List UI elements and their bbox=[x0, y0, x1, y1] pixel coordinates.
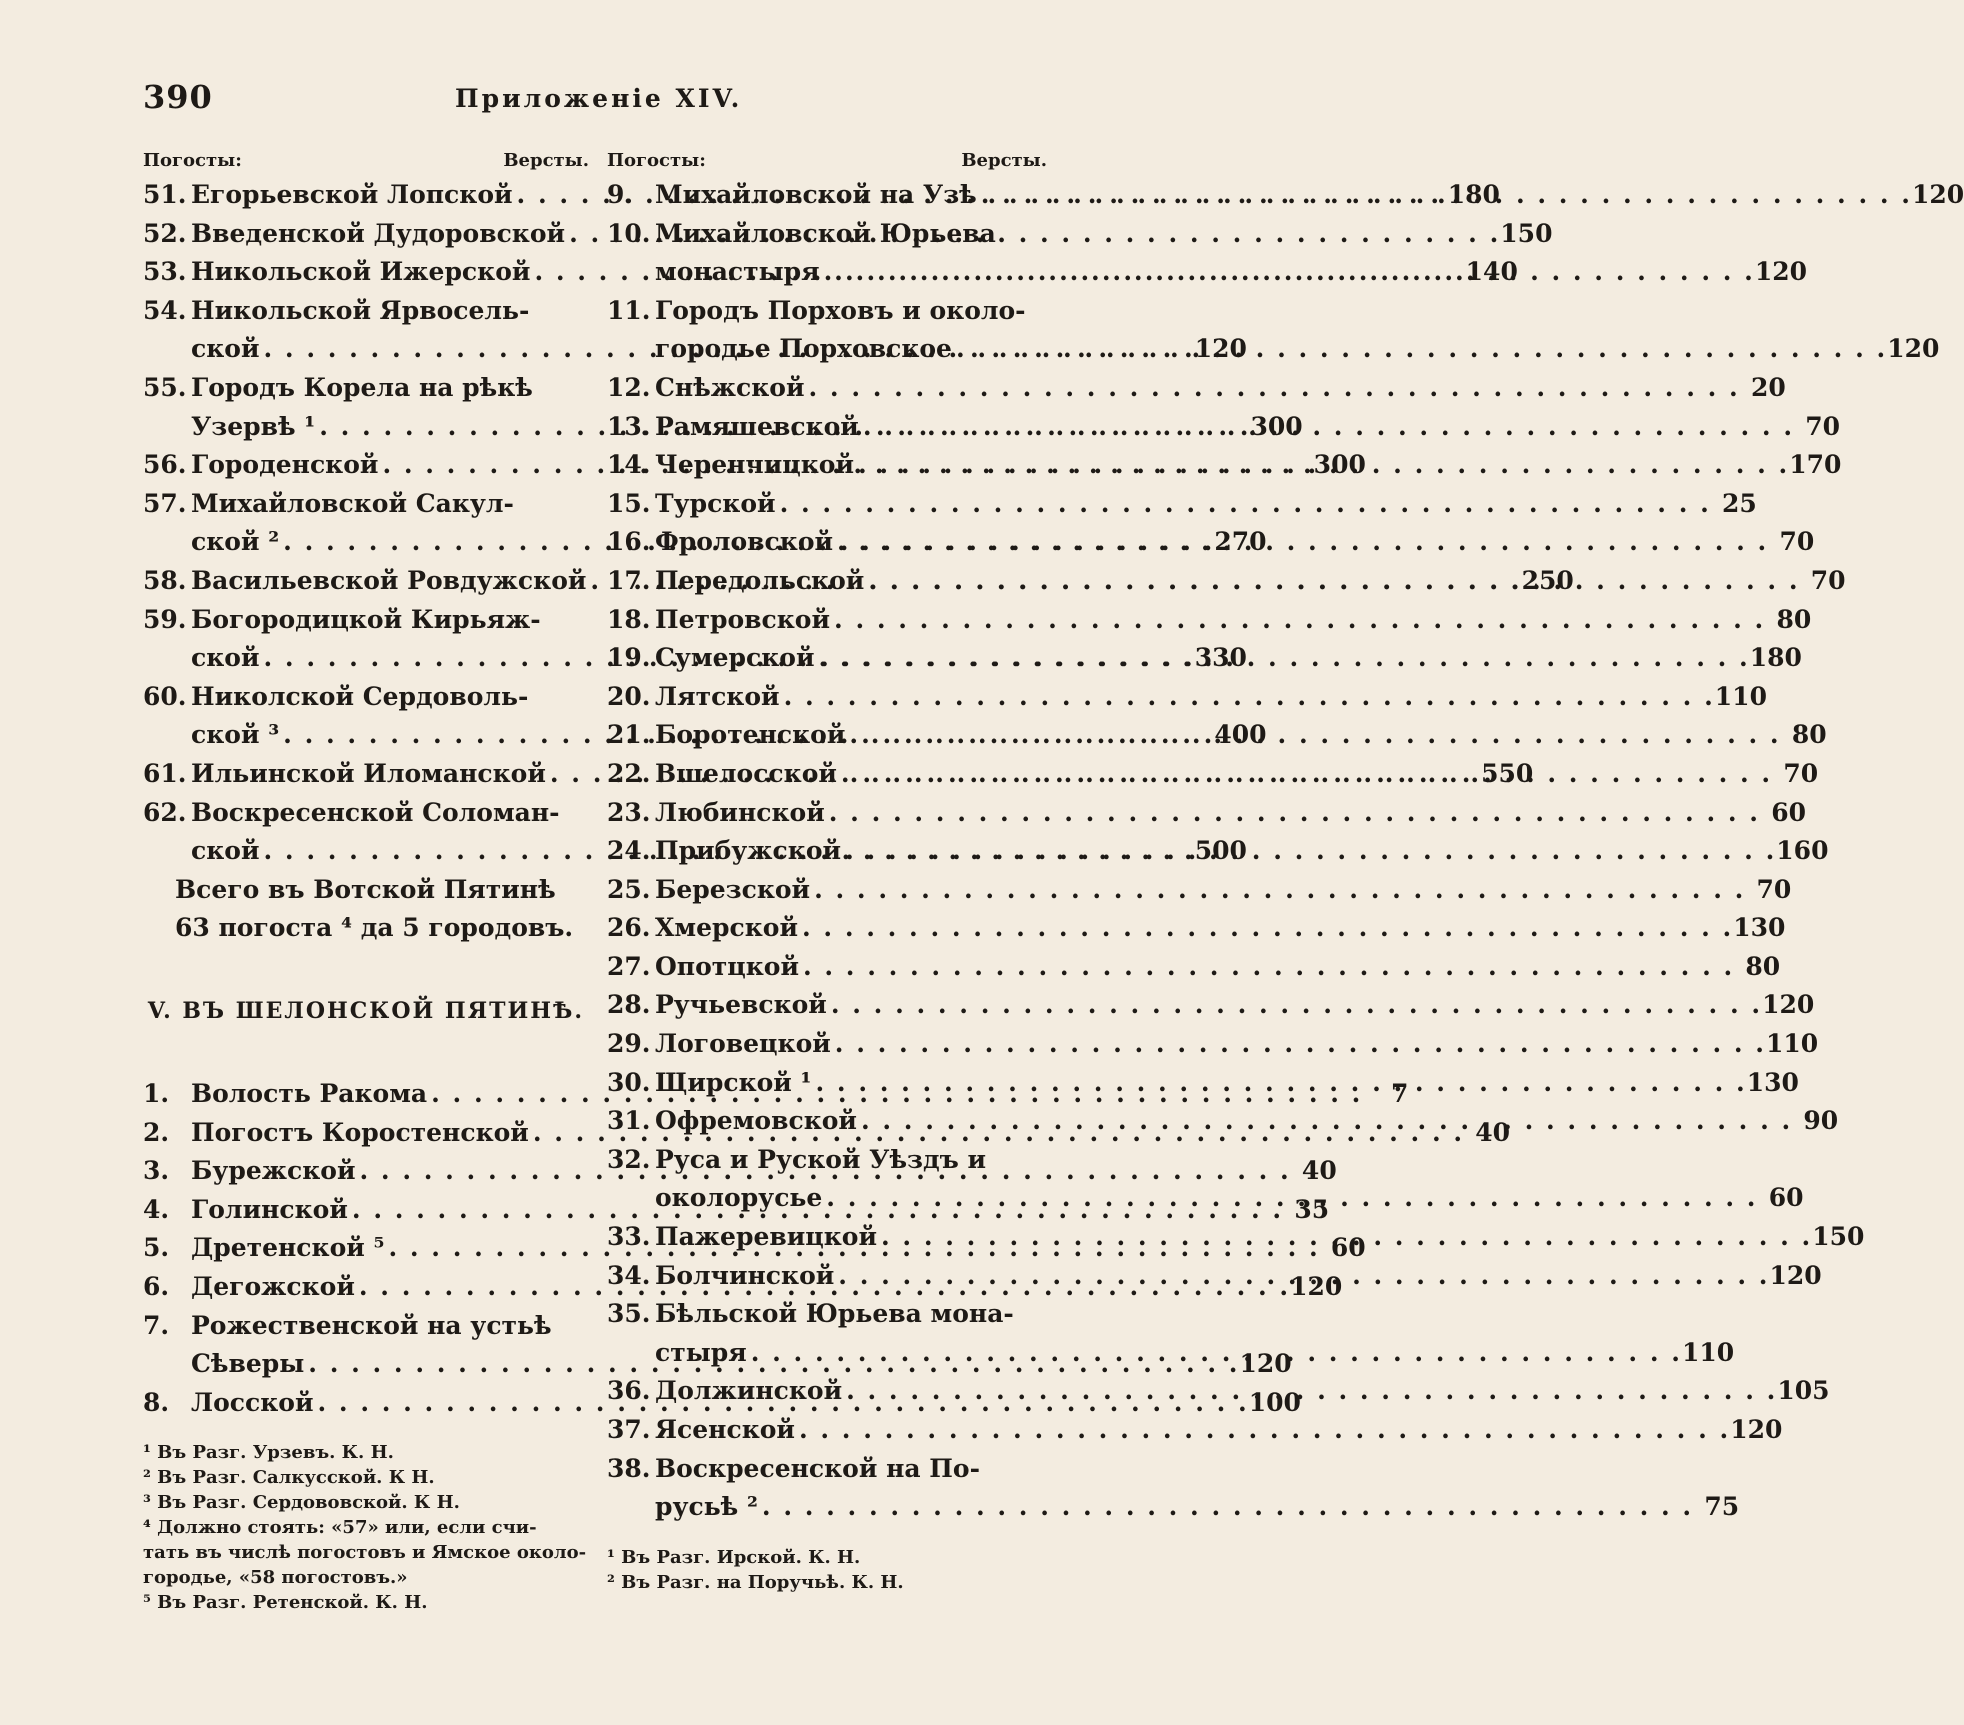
entry-line bbox=[655, 408, 1840, 447]
entry-line bbox=[191, 369, 589, 408]
entry-name: ской ² bbox=[191, 527, 280, 557]
entry-name: Дретенской ⁵ bbox=[191, 1233, 385, 1263]
list-item bbox=[607, 330, 1940, 369]
entry-line bbox=[191, 1307, 589, 1346]
entry-versty: 120 bbox=[1887, 334, 1940, 364]
entry-name: Бурежской bbox=[191, 1156, 356, 1186]
list-item bbox=[607, 485, 1757, 524]
dot-leader bbox=[834, 1257, 1769, 1296]
entry-name: Городенской bbox=[191, 450, 379, 480]
entry-number: 56. bbox=[143, 450, 187, 480]
list-item bbox=[607, 1064, 1799, 1103]
dot-leader bbox=[842, 1372, 1777, 1411]
entry-versty: 40 bbox=[1301, 1156, 1337, 1186]
entry-versty: 80 bbox=[1791, 720, 1827, 750]
list-item bbox=[607, 948, 1781, 987]
list-item bbox=[607, 601, 1812, 640]
entry-name: русьѣ ² bbox=[655, 1492, 758, 1522]
entry-versty: 120 bbox=[1769, 1260, 1822, 1290]
entry-line bbox=[655, 986, 1814, 1025]
entry-name: Хмерской bbox=[655, 913, 798, 943]
entry-name: Петровской bbox=[655, 604, 831, 634]
entry-line bbox=[655, 523, 1814, 562]
entry-name: Бѣльской Юрьева мона- bbox=[655, 1299, 1014, 1329]
entry-versty: 170 bbox=[1789, 450, 1842, 480]
entry-number: 27. bbox=[607, 951, 651, 981]
entry-versty: 120 bbox=[1730, 1415, 1783, 1444]
entry-name: Боротенской bbox=[655, 720, 846, 750]
entry-number: 35. bbox=[607, 1299, 651, 1329]
entry-line bbox=[655, 832, 1828, 871]
entry-versty: 270 bbox=[1214, 527, 1267, 557]
entry-versty: 75 bbox=[1704, 1492, 1740, 1522]
entry-number: 58. bbox=[143, 565, 187, 595]
entry-versty: 60 bbox=[1771, 797, 1806, 827]
entry-number: 20. bbox=[607, 681, 651, 711]
entry-number: 16. bbox=[607, 527, 651, 557]
entry-versty: 60 bbox=[1330, 1233, 1366, 1263]
entry-name: ской bbox=[191, 836, 260, 866]
entry-number: 53. bbox=[143, 257, 187, 287]
entry-versty: 150 bbox=[1812, 1222, 1865, 1252]
entry-number: 3. bbox=[143, 1156, 170, 1186]
entry-name: Черенчицкой bbox=[655, 450, 854, 480]
entry-versty: 120 bbox=[1239, 1349, 1292, 1379]
entry-line bbox=[655, 1218, 1864, 1257]
footnote: ¹ Въ Разг. Урзевъ. К. Н. bbox=[143, 1442, 394, 1464]
entry-line bbox=[655, 292, 1047, 331]
entry-name: Ясенской bbox=[655, 1415, 795, 1444]
list-item bbox=[607, 1295, 1047, 1334]
entry-name: Егорьевской Лопской bbox=[191, 180, 513, 209]
entry-name: околорусье bbox=[655, 1183, 823, 1213]
entry-versty: 130 bbox=[1746, 1067, 1799, 1097]
entry-name: стыря bbox=[655, 1337, 747, 1367]
entry-name: Щирской ¹ bbox=[655, 1067, 812, 1097]
entry-versty: 110 bbox=[1681, 1337, 1735, 1367]
list-item bbox=[607, 1488, 1740, 1527]
entry-name: Воскресенской на По- bbox=[655, 1453, 980, 1483]
entry-line bbox=[655, 446, 1841, 485]
entry-number: 22. bbox=[607, 758, 651, 788]
dot-leader bbox=[776, 485, 1711, 524]
dot-leader bbox=[805, 369, 1740, 408]
blank-line bbox=[143, 948, 589, 987]
entry-name: Лосской bbox=[191, 1387, 314, 1417]
footnote: ⁵ Въ Разг. Ретенской. К. Н. bbox=[143, 1592, 428, 1614]
entry-number: 62. bbox=[143, 797, 187, 827]
entry-line bbox=[191, 292, 589, 331]
entry-line bbox=[191, 794, 589, 833]
entry-name: Фроловской bbox=[655, 527, 834, 557]
entry-line bbox=[655, 253, 1807, 292]
entry-name: Васильевской Ровдужской bbox=[191, 565, 587, 595]
entry-name: Сумерской bbox=[655, 643, 815, 673]
list-item bbox=[607, 1450, 1047, 1489]
entry-number: 4. bbox=[143, 1194, 170, 1224]
list-item bbox=[607, 986, 1815, 1025]
dot-leader bbox=[827, 986, 1762, 1025]
entry-versty: 120 bbox=[1762, 990, 1815, 1020]
entry-versty: 25 bbox=[1722, 488, 1757, 518]
entry-line bbox=[655, 485, 1757, 524]
list-item bbox=[607, 215, 1047, 254]
entry-versty: 120 bbox=[1194, 334, 1247, 364]
entry-number: 2. bbox=[143, 1117, 170, 1147]
entry-line bbox=[655, 716, 1827, 755]
entry-versty: 7 bbox=[1390, 1079, 1409, 1109]
entry-name: городье Порховское bbox=[655, 334, 952, 364]
list-item bbox=[607, 909, 1786, 948]
entry-name: Михайловской на Узѣ bbox=[655, 180, 977, 209]
entry-line bbox=[191, 678, 589, 717]
entry-line bbox=[655, 1141, 1047, 1180]
entry-versty: 400 bbox=[1214, 720, 1267, 750]
entry-line bbox=[655, 215, 1047, 254]
list-item bbox=[143, 794, 589, 833]
entry-name: Городъ Порховъ и около- bbox=[655, 295, 1026, 325]
entry-name: Узервѣ ¹ bbox=[191, 411, 316, 441]
entry-line bbox=[655, 755, 1818, 794]
entry-versty: 120 bbox=[1911, 180, 1964, 209]
entry-name: Вшелосской bbox=[655, 758, 837, 788]
entry-name: ской bbox=[191, 643, 260, 673]
dot-leader bbox=[859, 408, 1794, 447]
list-item bbox=[607, 369, 1786, 408]
entry-name: Логовецкой bbox=[655, 1029, 831, 1059]
entry-number: 51. bbox=[143, 180, 187, 209]
dot-leader bbox=[830, 601, 1765, 640]
entry-name: Николской Сердоволь- bbox=[191, 681, 529, 711]
dot-leader bbox=[864, 562, 1799, 601]
entry-versty: 70 bbox=[1810, 565, 1846, 595]
list-item bbox=[143, 485, 589, 524]
entry-number: 11. bbox=[607, 295, 651, 325]
entry-name: Снѣжской bbox=[655, 372, 805, 402]
entry-name: Михайловской Юрьева bbox=[655, 218, 996, 248]
dot-leader bbox=[812, 1064, 1747, 1103]
footnote: городье, «58 погостовъ.» bbox=[143, 1567, 408, 1589]
total-line-2: 63 погоста ⁴ да 5 городовъ. bbox=[175, 913, 574, 943]
dot-leader bbox=[825, 794, 1760, 833]
entry-versty: 60 bbox=[1768, 1183, 1804, 1213]
entry-number: 59. bbox=[143, 604, 187, 634]
entry-number: 9. bbox=[607, 180, 634, 209]
dot-leader bbox=[820, 253, 1755, 292]
entry-name: Михайловской Сакул- bbox=[191, 488, 514, 518]
entry-number: 36. bbox=[607, 1376, 651, 1406]
entry-versty: 40 bbox=[1475, 1117, 1511, 1147]
entry-number: 33. bbox=[607, 1222, 651, 1252]
dot-leader bbox=[877, 1218, 1812, 1257]
left-column-header bbox=[143, 150, 589, 176]
entry-line bbox=[655, 176, 1964, 215]
entry-name: Березской bbox=[655, 874, 811, 904]
footnote: тать въ числѣ погостовъ и Ямское около- bbox=[143, 1542, 587, 1564]
entry-name: Офремовской bbox=[655, 1106, 857, 1136]
entry-versty: 70 bbox=[1805, 411, 1841, 441]
list-item bbox=[607, 1257, 1822, 1296]
footnote: ² Въ Разг. на Поручьѣ. К. Н. bbox=[607, 1571, 904, 1593]
entry-name: Рамяшевской bbox=[655, 411, 859, 441]
dot-leader bbox=[822, 1179, 1757, 1218]
footnote: ² Въ Разг. Салкусской. К Н. bbox=[143, 1467, 435, 1489]
entry-number: 18. bbox=[607, 604, 651, 634]
right-footnotes bbox=[607, 1545, 1047, 1595]
entry-number: 14. bbox=[607, 450, 651, 480]
entry-name: Должинской bbox=[655, 1376, 843, 1406]
entry-number: 38. bbox=[607, 1453, 651, 1483]
entry-name: Опотцкой bbox=[655, 951, 799, 981]
entry-versty: 300 bbox=[1313, 450, 1366, 480]
entry-name: Дегожской bbox=[191, 1272, 355, 1302]
list-item bbox=[143, 292, 589, 331]
entry-number: 8. bbox=[143, 1387, 170, 1417]
entry-versty: 70 bbox=[1783, 758, 1819, 788]
entry-line bbox=[655, 639, 1802, 678]
entry-name: Воскресенской Соломан- bbox=[191, 797, 560, 827]
entry-number: 1. bbox=[143, 1079, 170, 1109]
entry-versty: 130 bbox=[1733, 913, 1786, 943]
entry-number: 23. bbox=[607, 797, 651, 827]
entry-name: Рожественской на устьѣ bbox=[191, 1310, 552, 1340]
entry-name: Любинской bbox=[655, 797, 825, 827]
list-item bbox=[607, 678, 1767, 717]
entry-versty: 70 bbox=[1779, 527, 1815, 557]
entry-line bbox=[655, 1334, 1734, 1373]
entry-name: Голинской bbox=[191, 1194, 348, 1224]
column-header-pogosty: Погосты: bbox=[607, 150, 706, 171]
entry-line bbox=[655, 1064, 1799, 1103]
list-item bbox=[143, 1307, 589, 1346]
entry-number: 31. bbox=[607, 1106, 651, 1136]
entry-number: 19. bbox=[607, 643, 651, 673]
entry-number: 54. bbox=[143, 295, 187, 325]
dot-leader bbox=[977, 176, 1912, 215]
right-column-header bbox=[607, 150, 1047, 176]
entry-line bbox=[655, 794, 1806, 833]
entry-versty: 120 bbox=[1290, 1272, 1343, 1302]
entry-line bbox=[655, 1257, 1822, 1296]
page-header bbox=[143, 78, 1023, 124]
dot-leader bbox=[837, 755, 1772, 794]
entry-number: 25. bbox=[607, 874, 651, 904]
entry-number: 37. bbox=[607, 1415, 651, 1444]
entry-line bbox=[191, 601, 589, 640]
entry-number: 5. bbox=[143, 1233, 170, 1263]
entry-name: Турской bbox=[655, 488, 776, 518]
entry-number: 30. bbox=[607, 1067, 651, 1097]
dot-leader bbox=[833, 523, 1768, 562]
entry-line bbox=[655, 369, 1786, 408]
entry-versty: 180 bbox=[1447, 180, 1500, 209]
entry-line bbox=[655, 1179, 1804, 1218]
entry-versty: 120 bbox=[1754, 257, 1808, 287]
entry-line bbox=[655, 1025, 1818, 1064]
entry-versty: 330 bbox=[1194, 643, 1247, 673]
entry-number: 28. bbox=[607, 990, 651, 1020]
entry-versty: 180 bbox=[1749, 643, 1802, 673]
entry-name: Передольской bbox=[655, 565, 865, 595]
entry-name: Лятской bbox=[655, 681, 780, 711]
dot-leader bbox=[854, 446, 1789, 485]
entry-versty: 20 bbox=[1750, 372, 1786, 402]
entry-name: Никольской Ярвосель- bbox=[191, 295, 530, 325]
entry-versty: 250 bbox=[1521, 565, 1574, 595]
entry-number: 52. bbox=[143, 218, 187, 248]
entry-name: Ильинской Иломанской bbox=[191, 758, 546, 788]
entry-versty: 110 bbox=[1766, 1029, 1819, 1059]
entry-line bbox=[655, 1450, 1047, 1489]
list-item bbox=[143, 369, 589, 408]
list-item bbox=[143, 601, 589, 640]
dot-leader bbox=[798, 909, 1733, 948]
entry-number: 7. bbox=[143, 1310, 170, 1340]
entry-versty: 500 bbox=[1194, 836, 1247, 866]
entry-versty: 80 bbox=[1745, 951, 1781, 981]
entry-number: 26. bbox=[607, 913, 651, 943]
dot-leader bbox=[831, 1025, 1766, 1064]
entry-number: 61. bbox=[143, 758, 187, 788]
entry-line bbox=[655, 948, 1780, 987]
dot-leader bbox=[857, 1102, 1792, 1141]
entry-number: 15. bbox=[607, 488, 651, 518]
dot-leader bbox=[841, 832, 1776, 871]
entry-line bbox=[655, 678, 1767, 717]
entry-name: Никольской Ижерской bbox=[191, 257, 531, 287]
entry-versty: 80 bbox=[1776, 604, 1812, 634]
entry-number: 13. bbox=[607, 411, 651, 441]
entry-name: Прибужской bbox=[655, 836, 842, 866]
list-item bbox=[607, 1025, 1819, 1064]
entry-name: ской ³ bbox=[191, 720, 280, 750]
section-title: V. ВЪ ШЕЛОНСКОЙ ПЯТИНѢ. bbox=[147, 998, 585, 1025]
entry-line bbox=[655, 1488, 1739, 1527]
entry-number: 32. bbox=[607, 1144, 651, 1174]
blank-line bbox=[143, 1036, 589, 1075]
left-footnotes bbox=[143, 1440, 589, 1615]
entry-number: 6. bbox=[143, 1272, 170, 1302]
entry-versty: 550 bbox=[1481, 758, 1534, 788]
entry-number: 12. bbox=[607, 372, 651, 402]
entry-versty: 140 bbox=[1465, 257, 1518, 287]
dot-leader bbox=[799, 948, 1734, 987]
entry-name: Городъ Корела на рѣкѣ bbox=[191, 372, 533, 402]
column-header-versty: Версты. bbox=[503, 150, 589, 171]
entry-name: Руса и Руской Уѣздъ и bbox=[655, 1144, 987, 1174]
entry-versty: 105 bbox=[1777, 1376, 1830, 1406]
entry-line bbox=[191, 485, 589, 524]
list-item bbox=[143, 678, 589, 717]
entry-number: 57. bbox=[143, 488, 187, 518]
entry-number: 60. bbox=[143, 681, 187, 711]
entry-name: монастыря bbox=[655, 257, 820, 287]
entry-versty: 90 bbox=[1803, 1106, 1839, 1136]
dot-leader bbox=[795, 1411, 1730, 1450]
entry-versty: 70 bbox=[1756, 874, 1792, 904]
entry-number: 55. bbox=[143, 372, 187, 402]
dot-leader bbox=[747, 1334, 1682, 1373]
entry-name: Волость Ракома bbox=[191, 1079, 428, 1109]
entry-line bbox=[655, 601, 1811, 640]
dot-leader bbox=[845, 716, 1780, 755]
page-title: Приложеніе XIV. bbox=[455, 84, 743, 113]
entry-versty: 110 bbox=[1714, 681, 1767, 711]
entry-number: 34. bbox=[607, 1260, 651, 1290]
entry-name: Ручьевской bbox=[655, 990, 827, 1020]
entry-name: ской bbox=[191, 334, 260, 364]
entry-versty: 160 bbox=[1776, 836, 1829, 866]
entry-number: 29. bbox=[607, 1029, 651, 1059]
entry-versty: 35 bbox=[1294, 1194, 1330, 1224]
entry-line bbox=[655, 330, 1939, 369]
dot-leader bbox=[780, 678, 1715, 717]
dot-leader bbox=[810, 871, 1745, 910]
dot-leader bbox=[815, 639, 1750, 678]
dot-leader bbox=[758, 1488, 1693, 1527]
entry-name: Болчинской bbox=[655, 1260, 835, 1290]
entry-name: Введенской Дудоровской bbox=[191, 218, 566, 248]
entry-number: 24. bbox=[607, 836, 651, 866]
entry-versty: 150 bbox=[1500, 218, 1553, 248]
list-item bbox=[607, 1411, 1783, 1450]
entry-versty: 300 bbox=[1250, 411, 1303, 441]
entry-line bbox=[655, 909, 1785, 948]
entry-name: Богородицкой Кирьяж- bbox=[191, 604, 541, 634]
list-item bbox=[607, 794, 1806, 833]
footnote: ⁴ Должно стоять: «57» или, если счи- bbox=[143, 1517, 537, 1539]
entry-name: Погостъ Коростенской bbox=[191, 1117, 529, 1147]
list-item bbox=[607, 292, 1047, 331]
entry-number: 17. bbox=[607, 565, 651, 595]
entry-name: Сѣверы bbox=[191, 1349, 305, 1379]
entry-name: Пажеревицкой bbox=[655, 1222, 877, 1252]
entry-line bbox=[655, 1411, 1782, 1450]
page-number: 390 bbox=[143, 78, 213, 116]
entry-line bbox=[655, 562, 1846, 601]
total-line-1: Всего въ Вотской Пятинѣ bbox=[175, 874, 556, 904]
list-item bbox=[607, 871, 1792, 910]
entry-line bbox=[655, 1372, 1830, 1411]
dot-leader bbox=[952, 330, 1887, 369]
entry-number: 10. bbox=[607, 218, 651, 248]
footnote: ³ Въ Разг. Сердововской. К Н. bbox=[143, 1492, 460, 1514]
column-header-versty: Версты. bbox=[961, 150, 1047, 171]
entry-versty: 100 bbox=[1248, 1387, 1301, 1417]
entry-line bbox=[655, 1295, 1047, 1334]
column-header-pogosty: Погосты: bbox=[143, 150, 242, 171]
entry-line bbox=[655, 871, 1791, 910]
list-item bbox=[607, 1141, 1047, 1180]
entry-number: 21. bbox=[607, 720, 651, 750]
footnote: ¹ Въ Разг. Ирской. К. Н. bbox=[607, 1546, 861, 1568]
entry-line bbox=[655, 1102, 1838, 1141]
